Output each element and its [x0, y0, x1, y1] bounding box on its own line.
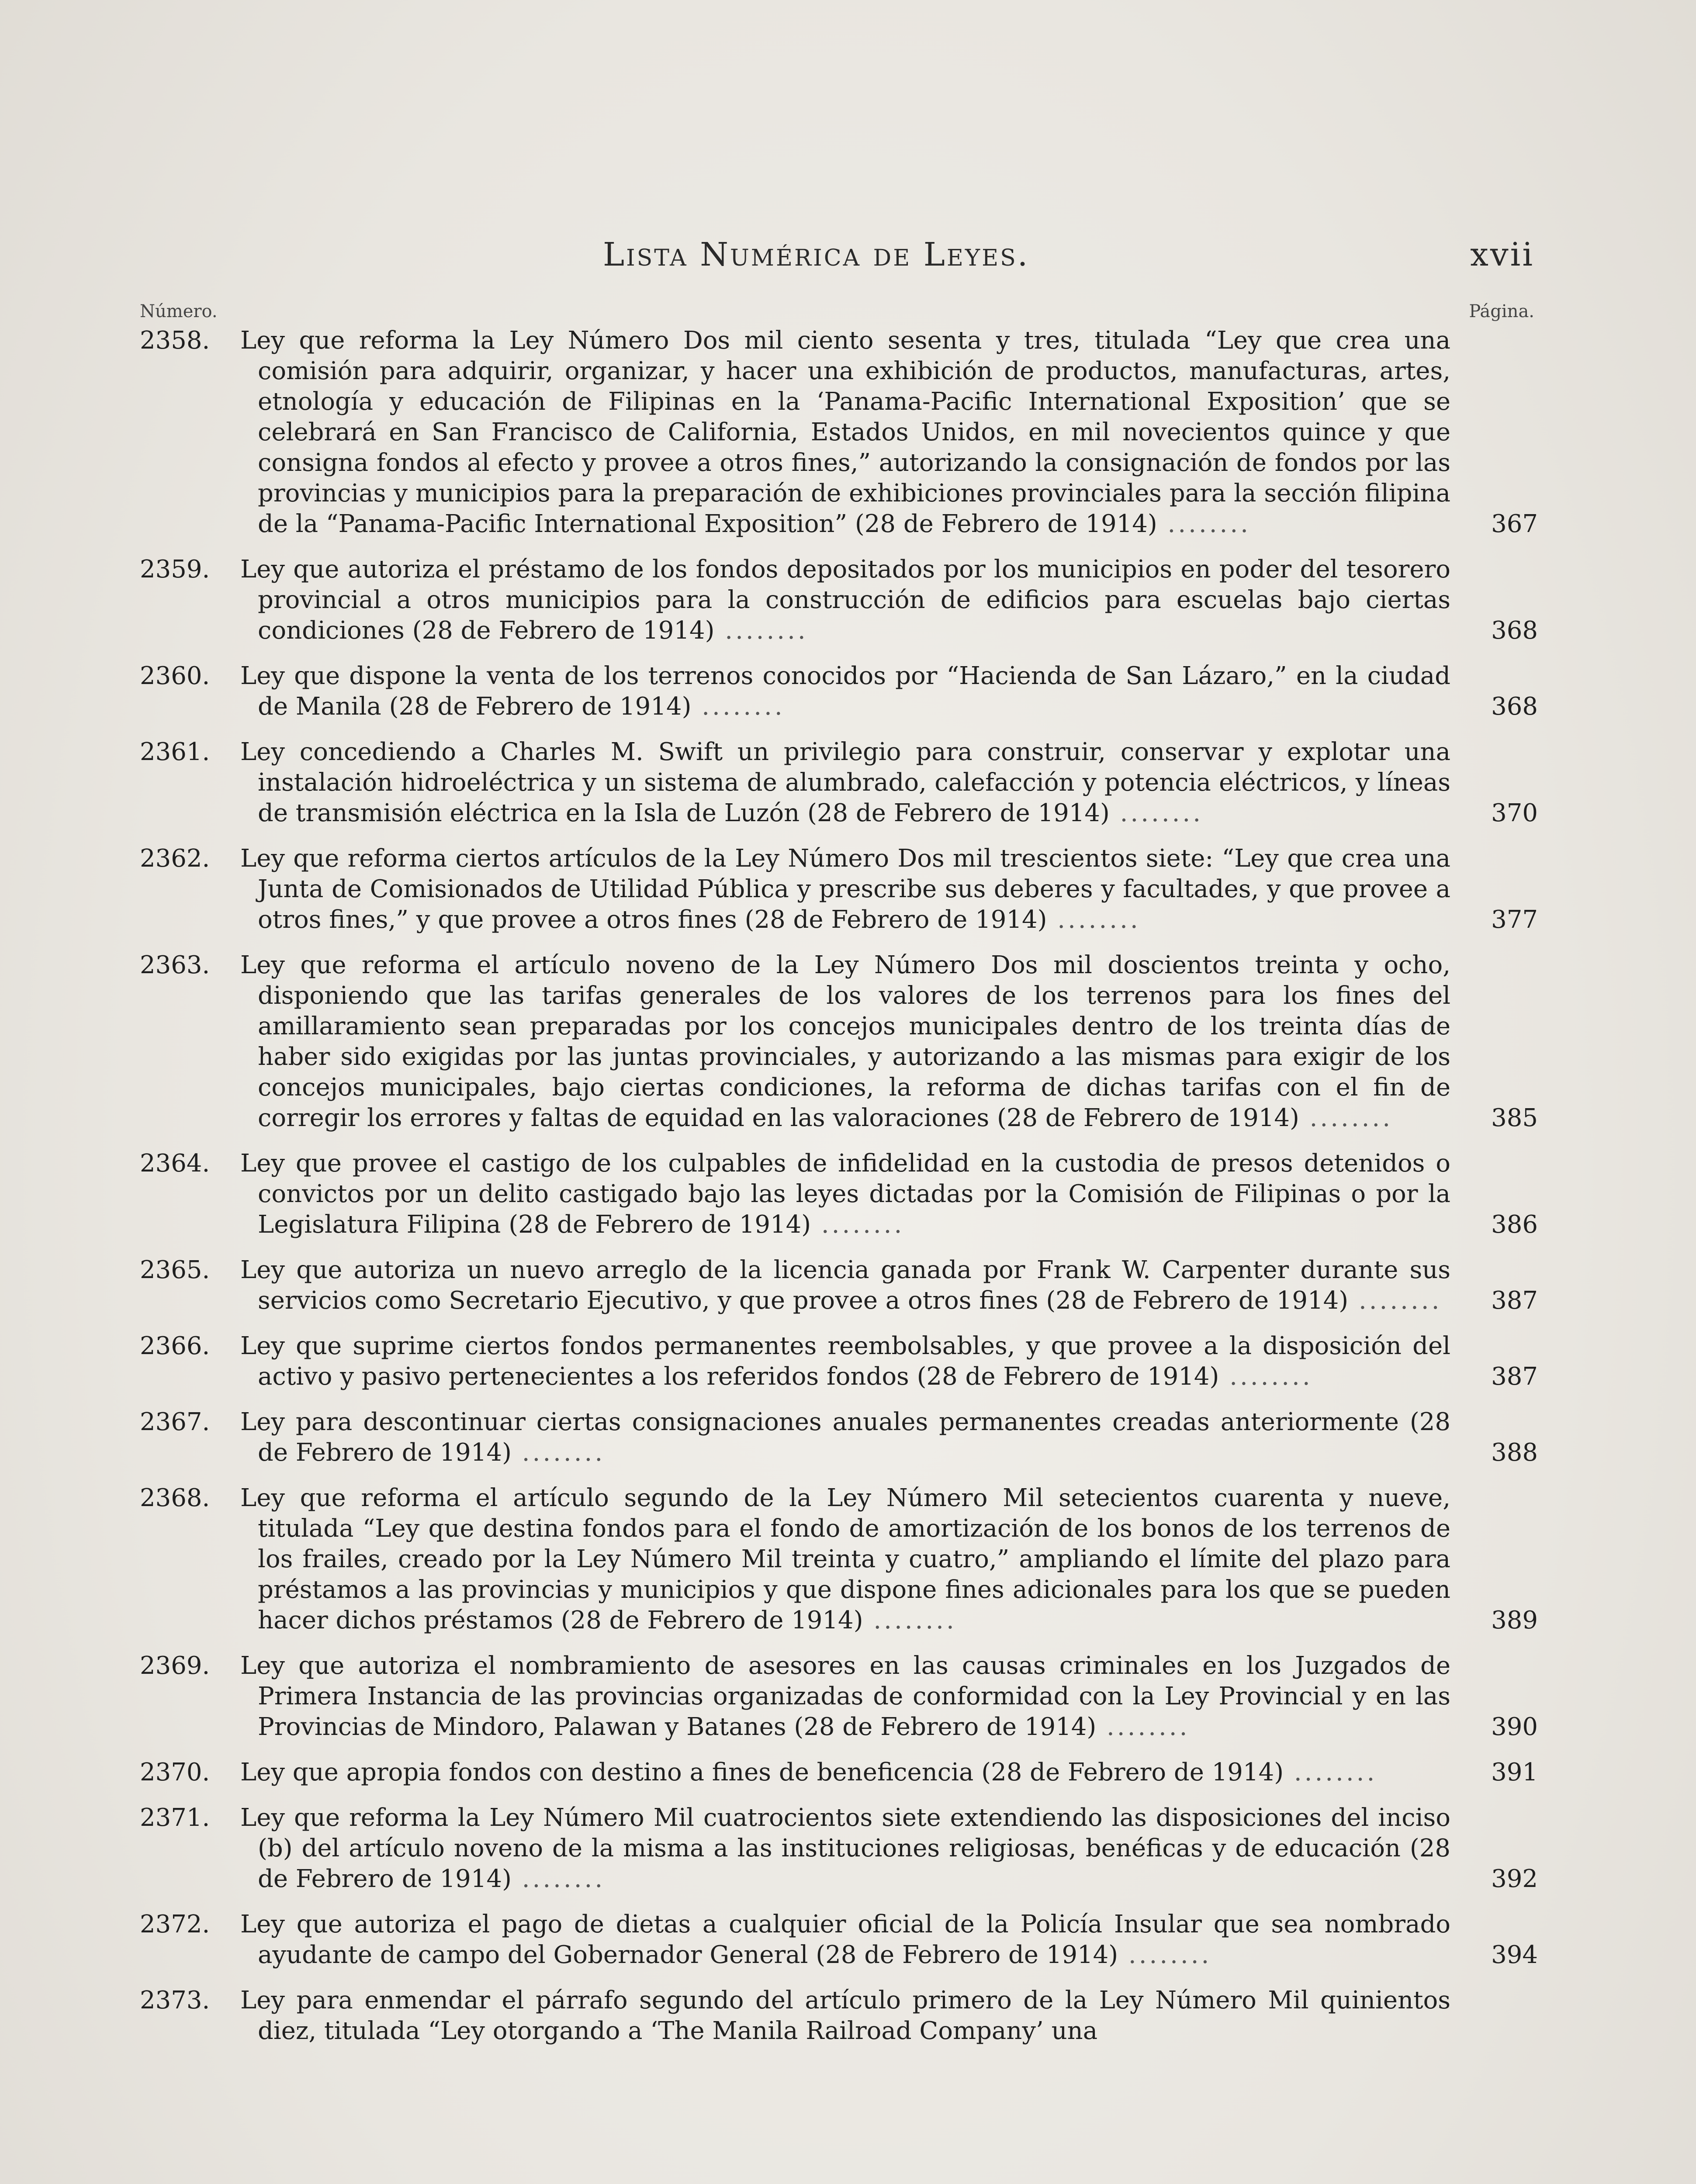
law-number: 2373.	[140, 1986, 210, 2015]
law-description-text: Ley que reforma la Ley Número Dos mil ciento sesenta y tres, titulada “Ley que crea una comisión para adquirir, organizar, y hacer una exhibición de productos, manufacturas, artes, etnología y educación de Filipinas en la ‘Panama-Pacific International Exposition’ que se celebrará en San Francisco de California, Estados Unidos, en mil novecientos quince y que consigna fondos al efecto y provee a otros fines,” autorizando la consignación de fondos por las provincias y municipios para la preparación de exhibiciones provinciales para la sección filipina de la “Panama-Pacific International Exposition” (28 de Febrero de 1914)	[240, 326, 1450, 538]
law-description	[240, 843, 1450, 935]
law-entry-list	[140, 325, 1538, 2061]
law-entry	[140, 1985, 1538, 2046]
law-page-number: 368	[1491, 692, 1538, 721]
law-description-text: Ley que suprime ciertos fondos permanentes reembolsables, y que provee a la disposición del activo y pasivo pertenecientes a los referidos fondos (28 de Febrero de 1914)	[240, 1332, 1450, 1391]
dot-leader: ........	[1109, 799, 1204, 827]
law-page-number: 391	[1491, 1758, 1538, 1787]
law-description-text: Ley que reforma el artículo noveno de la Ley Número Dos mil doscientos treinta y ocho, disponiendo que las tarifas generales de los valores de los terrenos para los fines del amillaramiento sean preparadas por los concejos municipales dentro de los treinta días de haber sido exigidas por las juntas provinciales, y autorizando a las mismas para exigir de los concejos municipales, bajo ciertas condiciones, la reforma de dichas tarifas con el fin de corregir los errores y faltas de equidad en las valoraciones (28 de Febrero de 1914)	[240, 951, 1450, 1132]
column-label-pagina: Página.	[1469, 301, 1534, 321]
law-number: 2368.	[140, 1484, 210, 1512]
law-number: 2372.	[140, 1910, 210, 1939]
law-number: 2360.	[140, 662, 210, 690]
dot-leader: ........	[1284, 1758, 1378, 1787]
law-page-number: 387	[1491, 1362, 1538, 1391]
dot-leader: ........	[511, 1865, 606, 1893]
law-entry	[140, 1651, 1538, 1742]
page-number: xvii	[1470, 236, 1534, 273]
law-description-text: Ley que reforma ciertos artículos de la Ley Número Dos mil trescientos siete: “Ley que crea una Junta de Comisionados de Utilidad Pública y prescribe sus deberes y facultades, y que provee a otros fines,” y que provee a otros fines (28 de Febrero de 1914)	[240, 844, 1450, 934]
law-entry	[140, 1255, 1538, 1316]
law-description	[240, 1909, 1450, 1970]
law-entry	[140, 661, 1538, 722]
law-description	[240, 1803, 1450, 1894]
law-entry	[140, 325, 1538, 539]
law-page-number: 390	[1491, 1713, 1538, 1741]
dot-leader: ........	[1118, 1941, 1212, 1969]
law-entry	[140, 1757, 1538, 1788]
law-description-text: Ley que apropia fondos con destino a fines de beneficencia (28 de Febrero de 1914)	[240, 1758, 1284, 1787]
dot-leader: ........	[1047, 905, 1141, 934]
law-description	[240, 1148, 1450, 1240]
law-page-number: 377	[1491, 905, 1538, 934]
law-entry	[140, 843, 1538, 935]
law-description	[240, 1407, 1450, 1468]
law-description	[240, 1331, 1450, 1392]
dot-leader: ........	[1348, 1286, 1442, 1315]
law-description-text: Ley que provee el castigo de los culpables de infidelidad en la custodia de presos detenidos o convictos por un delito castigado bajo las leyes dictadas por la Comisión de Filipinas o por la Legislatura Filipina (28 de Febrero de 1914)	[240, 1149, 1450, 1239]
law-entry	[140, 1909, 1538, 1970]
dot-leader: ........	[1219, 1362, 1313, 1391]
law-page-number: 392	[1491, 1865, 1538, 1893]
law-page-number: 370	[1491, 799, 1538, 827]
law-entry	[140, 1407, 1538, 1468]
law-description	[240, 737, 1450, 829]
page-header	[0, 227, 1696, 280]
law-page-number: 394	[1491, 1941, 1538, 1969]
law-entry	[140, 737, 1538, 829]
law-entry	[140, 1803, 1538, 1894]
law-description-text: Ley que reforma la Ley Número Mil cuatrocientos siete extendiendo las disposiciones del inciso (b) del artículo noveno de la misma a las instituciones religiosas, benéficas y de educación (28 de Febrero de 1914)	[240, 1804, 1450, 1893]
law-description	[240, 1985, 1450, 2046]
law-description	[240, 1483, 1450, 1636]
law-description	[240, 1255, 1450, 1316]
dot-leader: ........	[811, 1210, 905, 1239]
dot-leader: ........	[714, 616, 808, 645]
law-description-text: Ley que reforma el artículo segundo de la Ley Número Mil setecientos cuarenta y nueve, titulada “Ley que destina fondos para el fondo de amortización de los bonos de los terrenos de los frailes, creado por la Ley Número Mil treinta y cuatro,” ampliando el límite del plazo para préstamos a las provincias y municipios y que dispone fines adicionales para los que se pueden hacer dichos préstamos (28 de Febrero de 1914)	[240, 1484, 1450, 1635]
dot-leader: ........	[511, 1438, 606, 1467]
law-page-number: 385	[1491, 1104, 1538, 1132]
law-entry	[140, 1483, 1538, 1636]
law-number: 2363.	[140, 951, 210, 979]
law-page-number: 386	[1491, 1210, 1538, 1239]
law-description-text: Ley para enmendar el párrafo segundo del artículo primero de la Ley Número Mil quinientos diez, titulada “Ley otorgando a ‘The Manila Railroad Company’ una	[240, 1986, 1450, 2045]
dot-leader: ........	[691, 692, 785, 721]
law-description	[240, 1757, 1450, 1788]
dot-leader: ........	[1096, 1713, 1190, 1741]
law-entry	[140, 950, 1538, 1133]
law-entry	[140, 1331, 1538, 1392]
dot-leader: ........	[863, 1606, 957, 1635]
law-number: 2365.	[140, 1256, 210, 1284]
column-labels	[0, 301, 1696, 328]
running-title: Lista Numérica de Leyes.	[603, 236, 1030, 273]
law-number: 2358.	[140, 326, 210, 355]
law-number: 2362.	[140, 844, 210, 873]
law-description-text: Ley que autoriza el nombramiento de asesores en las causas criminales en los Juzgados de Primera Instancia de las provincias organizadas de conformidad con la Ley Provincial y en las Provincias de Mindoro, Palawan y Batanes (28 de Febrero de 1914)	[240, 1652, 1450, 1741]
dot-leader: ........	[1157, 510, 1251, 538]
law-entry	[140, 554, 1538, 646]
law-entry	[140, 1148, 1538, 1240]
law-number: 2359.	[140, 555, 210, 584]
law-number: 2367.	[140, 1408, 210, 1436]
law-description-text: Ley que autoriza el pago de dietas a cualquier oficial de la Policía Insular que sea nombrado ayudante de campo del Gobernador General (28 de Febrero de 1914)	[240, 1910, 1450, 1969]
law-page-number: 368	[1491, 616, 1538, 645]
law-page-number: 388	[1491, 1438, 1538, 1467]
law-description	[240, 554, 1450, 646]
law-description-text: Ley que autoriza el préstamo de los fondos depositados por los municipios en poder del tesorero provincial a otros municipios para la construcción de edificios para escuelas bajo ciertas condiciones (28 de Febrero de 1914)	[240, 555, 1450, 645]
law-description-text: Ley que autoriza un nuevo arreglo de la licencia ganada por Frank W. Carpenter durante sus servicios como Secretario Ejecutivo, y que provee a otros fines (28 de Febrero de 1914)	[240, 1256, 1450, 1315]
law-description	[240, 661, 1450, 722]
dot-leader: ........	[1299, 1104, 1393, 1132]
law-page-number: 387	[1491, 1286, 1538, 1315]
law-description-text: Ley que dispone la venta de los terrenos conocidos por “Hacienda de San Lázaro,” en la ciudad de Manila (28 de Febrero de 1914)	[240, 662, 1450, 721]
law-description	[240, 950, 1450, 1133]
law-description	[240, 325, 1450, 539]
law-page-number: 389	[1491, 1606, 1538, 1635]
law-number: 2364.	[140, 1149, 210, 1178]
law-number: 2371.	[140, 1804, 210, 1832]
law-description	[240, 1651, 1450, 1742]
law-page-number: 367	[1491, 510, 1538, 538]
law-number: 2366.	[140, 1332, 210, 1360]
law-number: 2361.	[140, 738, 210, 766]
law-description-text: Ley concediendo a Charles M. Swift un privilegio para construir, conservar y explotar una instalación hidroeléctrica y un sistema de alumbrado, calefacción y potencia eléctricos, y líneas de transmisión eléctrica en la Isla de Luzón (28 de Febrero de 1914)	[240, 738, 1450, 827]
law-number: 2370.	[140, 1758, 210, 1787]
column-label-numero: Número.	[140, 301, 218, 321]
law-number: 2369.	[140, 1652, 210, 1680]
law-description-text: Ley para descontinuar ciertas consignaciones anuales permanentes creadas anteriormente (28 de Febrero de 1914)	[240, 1408, 1450, 1467]
